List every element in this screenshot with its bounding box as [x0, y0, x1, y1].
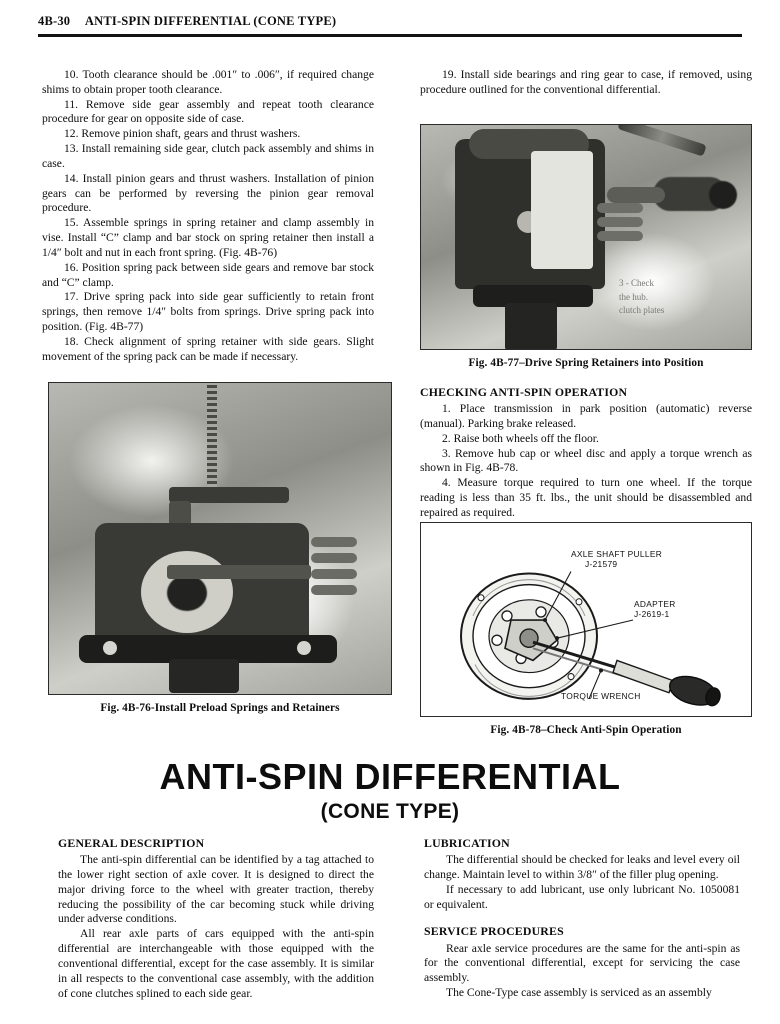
overlay-text: clutch plates: [619, 305, 665, 315]
paragraph: Rear axle service procedures are the same for the anti-spin as for the conventional differential, except for servicing the case assembly.: [424, 941, 740, 985]
paragraph: 10. Tooth clearance should be .001″ to .006″, if required change shims to obtain proper tooth clearance.: [42, 68, 374, 96]
paragraph: 13. Install remaining side gear, clutch pack assembly and shims in case.: [42, 142, 374, 170]
checking-anti-spin-section: [420, 385, 752, 521]
section-heading: LUBRICATION: [424, 836, 510, 850]
header-divider: [38, 34, 742, 37]
figure-4b-76-image: [48, 382, 392, 695]
section-heading: SERVICE PROCEDURES: [424, 924, 564, 939]
photo-drive-spring-retainers: [421, 125, 751, 349]
figure-label-adapter-number: J-2619-1: [634, 609, 670, 619]
general-description-section: [58, 836, 374, 1001]
figure-4b-76-caption: Fig. 4B-76-Install Preload Springs and Retainers: [100, 702, 340, 714]
right-column-text: [420, 68, 752, 98]
paragraph: 4. Measure torque required to turn one wheel. If the torque reading is less than 35 ft. lbs., the unit should be disassembled and repaired as required.: [420, 476, 752, 519]
main-title: [0, 756, 780, 824]
overlay-text: 3 - Check: [619, 278, 654, 288]
paragraph: 18. Check alignment of spring retainer with side gears. Slight movement of the spring pack can be made if necessary.: [42, 334, 374, 363]
figure-4b-77-caption: Fig. 4B-77–Drive Spring Retainers into Position: [468, 357, 704, 369]
paragraph: 17. Drive spring pack into side gear sufficiently to retain front springs, then remove 1/4″ bolts from springs. Drive spring pack into position. (Fig. 4B-77): [42, 290, 374, 334]
figure-4b-78: [420, 522, 752, 736]
figure-label-torque-wrench: TORQUE WRENCH: [561, 691, 641, 701]
paragraph: 1. Place transmission in park position (automatic) reverse (manual). Parking brake released.: [420, 402, 752, 430]
page-header: [38, 14, 742, 29]
figure-4b-77: [420, 124, 752, 369]
figure-label-axle-shaft-puller-number: J-21579: [585, 559, 618, 569]
figure-4b-76: [48, 382, 392, 714]
paragraph: 14. Install pinion gears and thrust washers. Installation of pinion gears can be performed by reversing the pinion gear removal procedure.: [42, 171, 374, 215]
paragraph: All rear axle parts of cars equipped with the anti-spin differential are interchangeable with those equipped with the conventional differential, except for the case assembly. It is similar in all respects to the conventional case assembly, with the addition of cone clutches splined to each side gear.: [58, 927, 374, 1000]
figure-label-adapter: ADAPTER: [634, 599, 676, 609]
paragraph: The anti-spin differential can be identified by a tag attached to the lower right section of axle cover. It is designed to direct the major driving force to the wheel with greater traction, thereby reducing the possibility of the car becoming stuck while driving under adverse conditions.: [58, 853, 374, 926]
figure-label-axle-shaft-puller: AXLE SHAFT PULLER: [571, 549, 663, 559]
paragraph: 2. Raise both wheels off the floor.: [442, 431, 599, 445]
overlay-text: the hub.: [619, 291, 648, 302]
figure-4b-78-caption: Fig. 4B-78–Check Anti-Spin Operation: [490, 724, 682, 736]
paragraph: The Cone-Type case assembly is serviced as an assembly: [446, 985, 712, 999]
lubrication-service-section: [424, 836, 740, 1001]
section-heading: CHECKING ANTI-SPIN OPERATION: [420, 385, 628, 399]
paragraph: 15. Assemble springs in spring retainer and clamp assembly in vise. Install “C” clamp and bar stock on spring retainer then install a 1/4″ bolt and nut in each front spring. (Fig. 4B-76): [42, 216, 374, 259]
left-column-text: [42, 68, 374, 365]
main-title-line1: ANTI-SPIN DIFFERENTIAL: [159, 756, 621, 797]
paragraph: The differential should be checked for leaks and level every oil change. Maintain level to within 3/8″ of the filler plug opening.: [424, 853, 740, 881]
paragraph: 12. Remove pinion shaft, gears and thrust washers.: [64, 127, 301, 141]
page-title: ANTI-SPIN DIFFERENTIAL (CONE TYPE): [84, 14, 337, 28]
paragraph: 16. Position spring pack between side gears and remove bar stock and “C” clamp.: [42, 260, 374, 289]
section-heading: GENERAL DESCRIPTION: [58, 836, 205, 850]
main-title-line2: (CONE TYPE): [320, 800, 460, 823]
paragraph: 19. Install side bearings and ring gear to case, if removed, using procedure outlined for the conventional differential.: [420, 68, 752, 96]
figure-4b-77-image: [420, 124, 752, 350]
paragraph: 11. Remove side gear assembly and repeat tooth clearance procedure for gear on opposite side of case.: [42, 97, 374, 126]
photo-install-preload-springs: [49, 383, 391, 694]
page-number: 4B-30: [38, 14, 71, 28]
paragraph: 3. Remove hub cap or wheel disc and apply a torque wrench as shown in Fig. 4B-78.: [420, 446, 752, 475]
paragraph: If necessary to add lubricant, use only lubricant No. 1050081 or equivalent.: [424, 882, 740, 911]
figure-4b-78-image: [420, 522, 752, 717]
